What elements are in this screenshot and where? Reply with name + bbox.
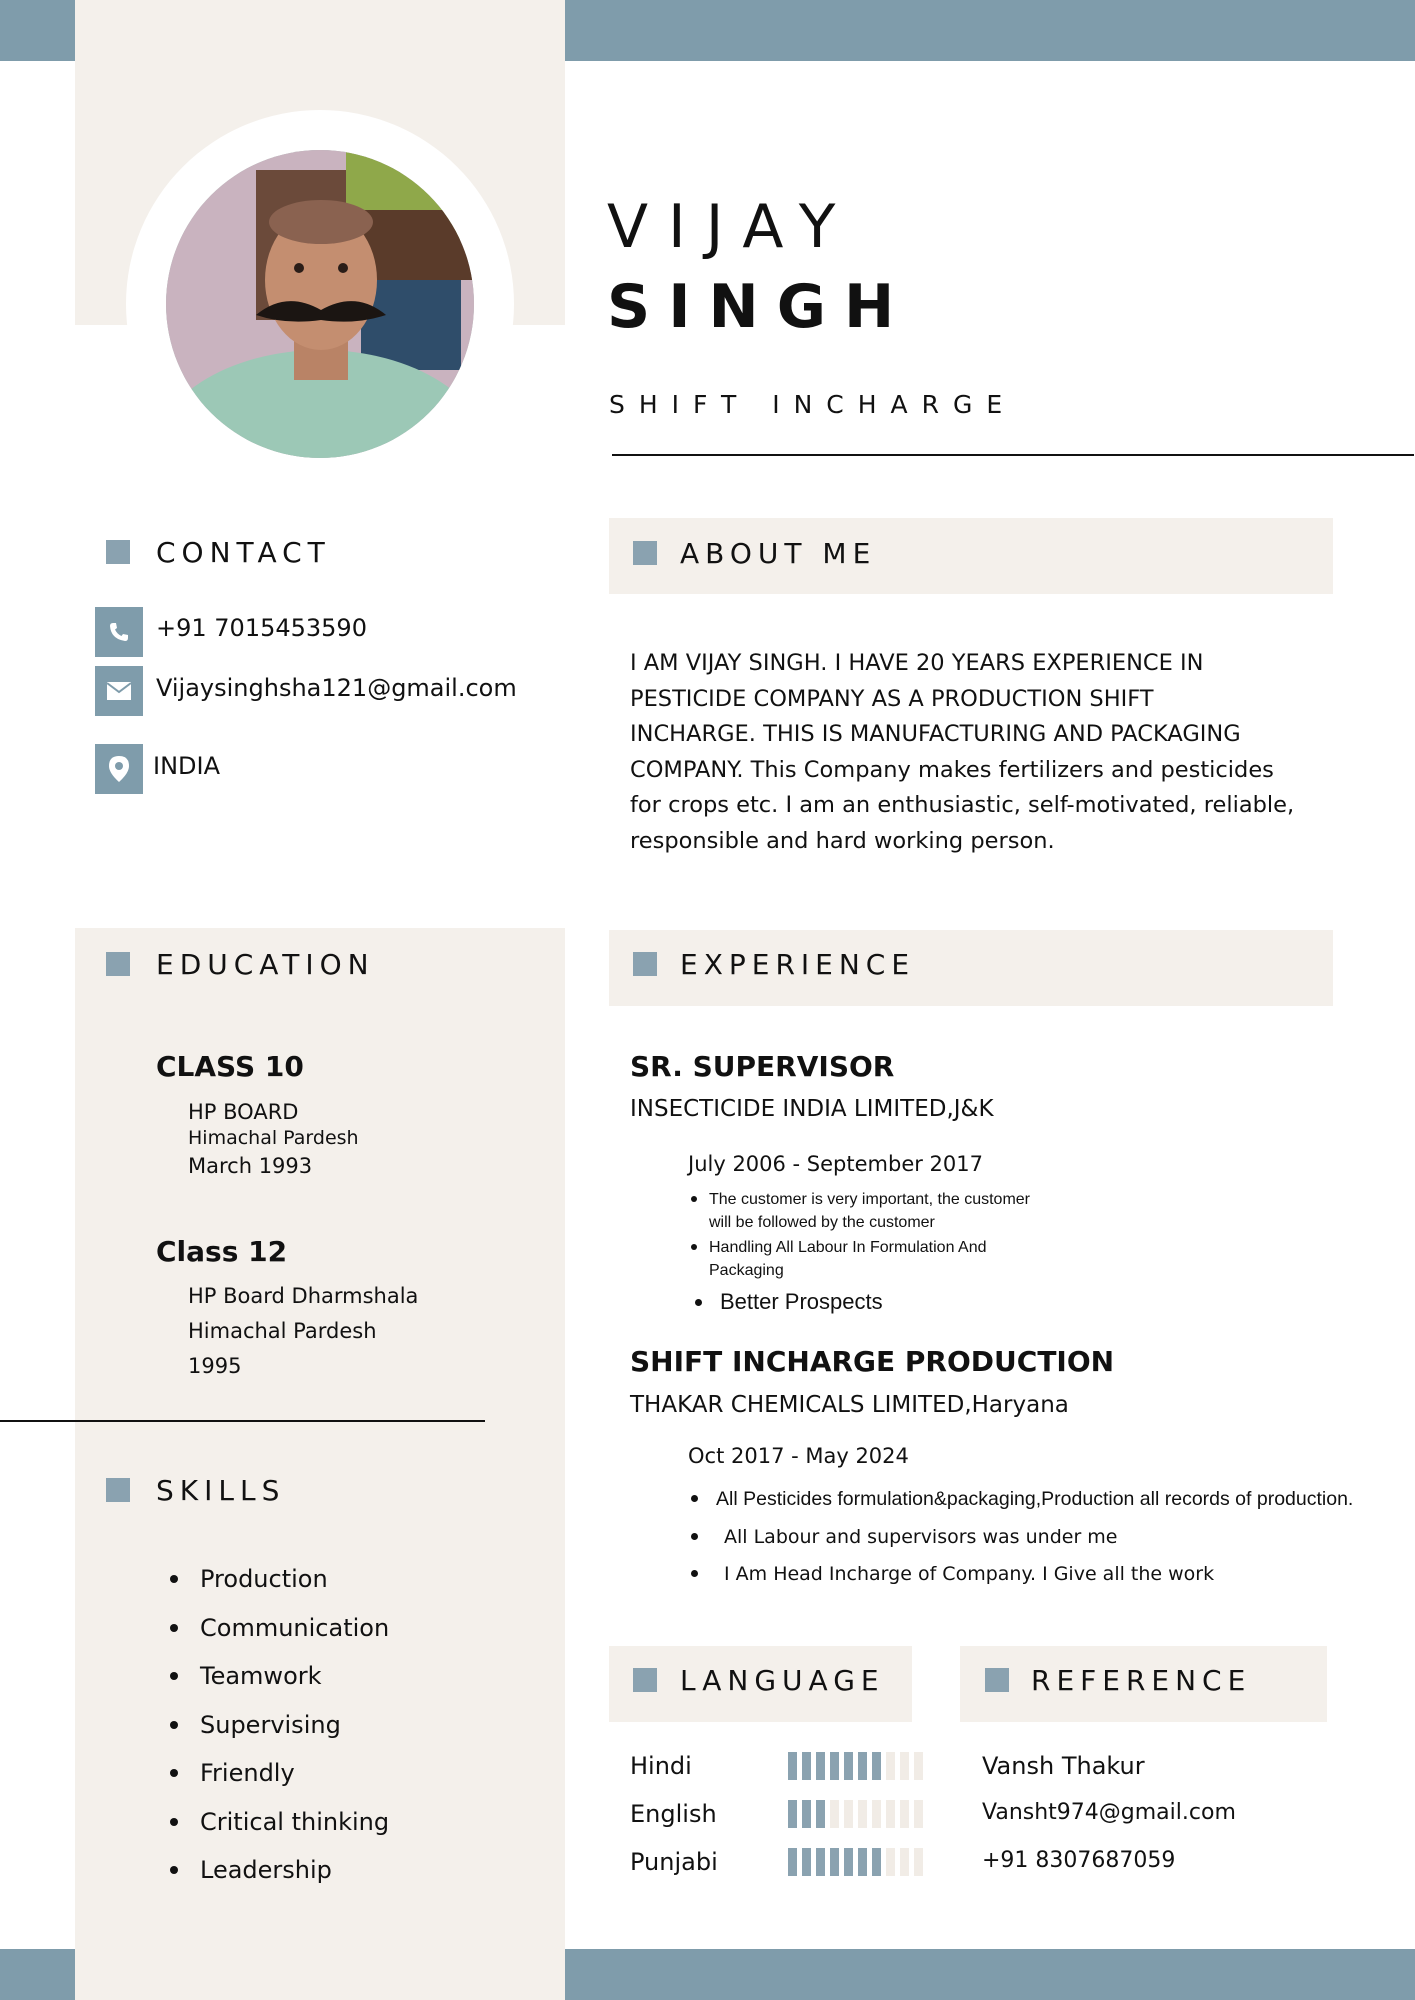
job-dates: July 2006 - September 2017 <box>688 1152 984 1176</box>
list-item: Handling All Labour In Formulation And <box>709 1236 1030 1259</box>
level-segment <box>816 1848 825 1876</box>
education-title: EDUCATION <box>156 948 375 981</box>
job-bullets <box>716 1481 1353 1594</box>
job-company: INSECTICIDE INDIA LIMITED,J&K <box>630 1096 994 1122</box>
list-item: I Am Head Incharge of Company. I Give all the work <box>716 1556 1353 1594</box>
language-level-english <box>788 1800 923 1828</box>
level-segment <box>858 1848 867 1876</box>
level-segment <box>900 1800 909 1828</box>
job-bullets-large <box>720 1288 883 1316</box>
language-level-hindi <box>788 1752 923 1780</box>
first-name: VIJAY <box>607 192 856 262</box>
list-item: Friendly <box>200 1749 389 1798</box>
job-role: SHIFT INCHARGE PRODUCTION <box>630 1345 1115 1378</box>
profile-photo <box>166 150 474 458</box>
level-segment <box>844 1752 853 1780</box>
language-level-punjabi <box>788 1848 923 1876</box>
list-item: All Pesticides formulation&packaging,Production all records of production. <box>716 1481 1353 1519</box>
list-item: Communication <box>200 1604 389 1653</box>
language-square-icon <box>633 1668 657 1692</box>
level-segment <box>830 1800 839 1828</box>
level-segment <box>914 1848 923 1876</box>
level-segment <box>844 1848 853 1876</box>
list-item: will be followed by the customer <box>709 1214 935 1231</box>
reference-email[interactable]: Vansht974@gmail.com <box>982 1800 1236 1825</box>
language-title: LANGUAGE <box>680 1664 885 1697</box>
location-pin-icon <box>95 744 143 794</box>
job-company: THAKAR CHEMICALS LIMITED,Haryana <box>630 1392 1069 1418</box>
experience-square-icon <box>633 952 657 976</box>
level-segment <box>802 1848 811 1876</box>
level-segment <box>886 1800 895 1828</box>
level-segment <box>830 1752 839 1780</box>
language-name: English <box>630 1800 717 1828</box>
reference-name: Vansh Thakur <box>982 1752 1145 1780</box>
job-role: SR. SUPERVISOR <box>630 1050 895 1083</box>
reference-phone: +91 8307687059 <box>982 1848 1176 1873</box>
language-name: Punjabi <box>630 1848 718 1876</box>
contact-email[interactable]: Vijaysinghsha121@gmail.com <box>156 674 517 702</box>
edu-date: 1995 <box>188 1354 242 1378</box>
level-segment <box>900 1752 909 1780</box>
list-item: Teamwork <box>200 1652 389 1701</box>
level-segment <box>844 1800 853 1828</box>
job-bullets <box>709 1188 1030 1282</box>
contact-location: INDIA <box>153 752 221 780</box>
level-segment <box>886 1752 895 1780</box>
reference-square-icon <box>985 1668 1009 1692</box>
list-item: Better Prospects <box>720 1289 883 1314</box>
level-segment <box>914 1752 923 1780</box>
level-segment <box>788 1848 797 1876</box>
list-item: The customer is very important, the customer <box>709 1188 1030 1211</box>
about-line: responsible and hard working person. <box>630 827 1055 854</box>
header-divider <box>612 454 1414 456</box>
contact-square-icon <box>106 540 130 564</box>
education-square-icon <box>106 952 130 976</box>
level-segment <box>830 1848 839 1876</box>
about-square-icon <box>633 541 657 565</box>
language-name: Hindi <box>630 1752 692 1780</box>
skills-list <box>200 1555 389 1895</box>
about-line: PESTICIDE COMPANY AS A PRODUCTION SHIFT <box>630 685 1154 712</box>
list-item: Leadership <box>200 1846 389 1895</box>
level-segment <box>872 1848 881 1876</box>
level-segment <box>914 1800 923 1828</box>
reference-title: REFERENCE <box>1031 1664 1252 1697</box>
about-line: COMPANY. This Company makes fertilizers and pesticides <box>630 756 1274 783</box>
skills-title: SKILLS <box>156 1474 286 1507</box>
bottom-bar-right <box>565 1949 1415 2000</box>
top-bar-left <box>0 0 75 61</box>
bottom-bar-left <box>0 1949 75 2000</box>
last-name: SINGH <box>607 272 913 342</box>
job-dates: Oct 2017 - May 2024 <box>688 1444 909 1468</box>
list-item: Critical thinking <box>200 1798 389 1847</box>
list-item: Production <box>200 1555 389 1604</box>
edu-board: HP BOARD <box>188 1100 299 1124</box>
list-item: Packaging <box>709 1262 784 1279</box>
top-bar-right <box>565 0 1415 61</box>
level-segment <box>788 1800 797 1828</box>
level-segment <box>816 1800 825 1828</box>
edu-heading: CLASS 10 <box>156 1050 304 1083</box>
about-text <box>630 646 1294 859</box>
level-segment <box>788 1752 797 1780</box>
contact-title: CONTACT <box>156 536 331 569</box>
level-segment <box>872 1752 881 1780</box>
level-segment <box>872 1800 881 1828</box>
level-segment <box>802 1800 811 1828</box>
phone-icon <box>95 607 143 657</box>
edu-heading: Class 12 <box>156 1235 288 1268</box>
about-line: INCHARGE. THIS IS MANUFACTURING AND PACKAGING <box>630 721 1241 747</box>
edu-date: March 1993 <box>188 1154 313 1178</box>
level-segment <box>900 1848 909 1876</box>
edu-board: HP Board Dharmshala <box>188 1284 419 1308</box>
level-segment <box>816 1752 825 1780</box>
edu-place: Himachal Pardesh <box>188 1319 377 1343</box>
level-segment <box>802 1752 811 1780</box>
skills-square-icon <box>106 1478 130 1502</box>
mail-icon <box>95 666 143 716</box>
level-segment <box>858 1752 867 1780</box>
edu-place: Himachal Pardesh <box>188 1127 359 1149</box>
education-divider <box>0 1420 485 1422</box>
about-title: ABOUT ME <box>680 537 877 570</box>
contact-phone: +91 7015453590 <box>156 614 367 642</box>
list-item: Supervising <box>200 1701 389 1750</box>
about-line: I AM VIJAY SINGH. I HAVE 20 YEARS EXPERIENCE IN <box>630 650 1204 676</box>
experience-title: EXPERIENCE <box>680 948 916 981</box>
list-item: All Labour and supervisors was under me <box>716 1519 1353 1557</box>
job-title: SHIFT INCHARGE <box>609 390 1017 419</box>
level-segment <box>886 1848 895 1876</box>
level-segment <box>858 1800 867 1828</box>
about-line: for crops etc. I am an enthusiastic, self-motivated, reliable, <box>630 792 1295 818</box>
